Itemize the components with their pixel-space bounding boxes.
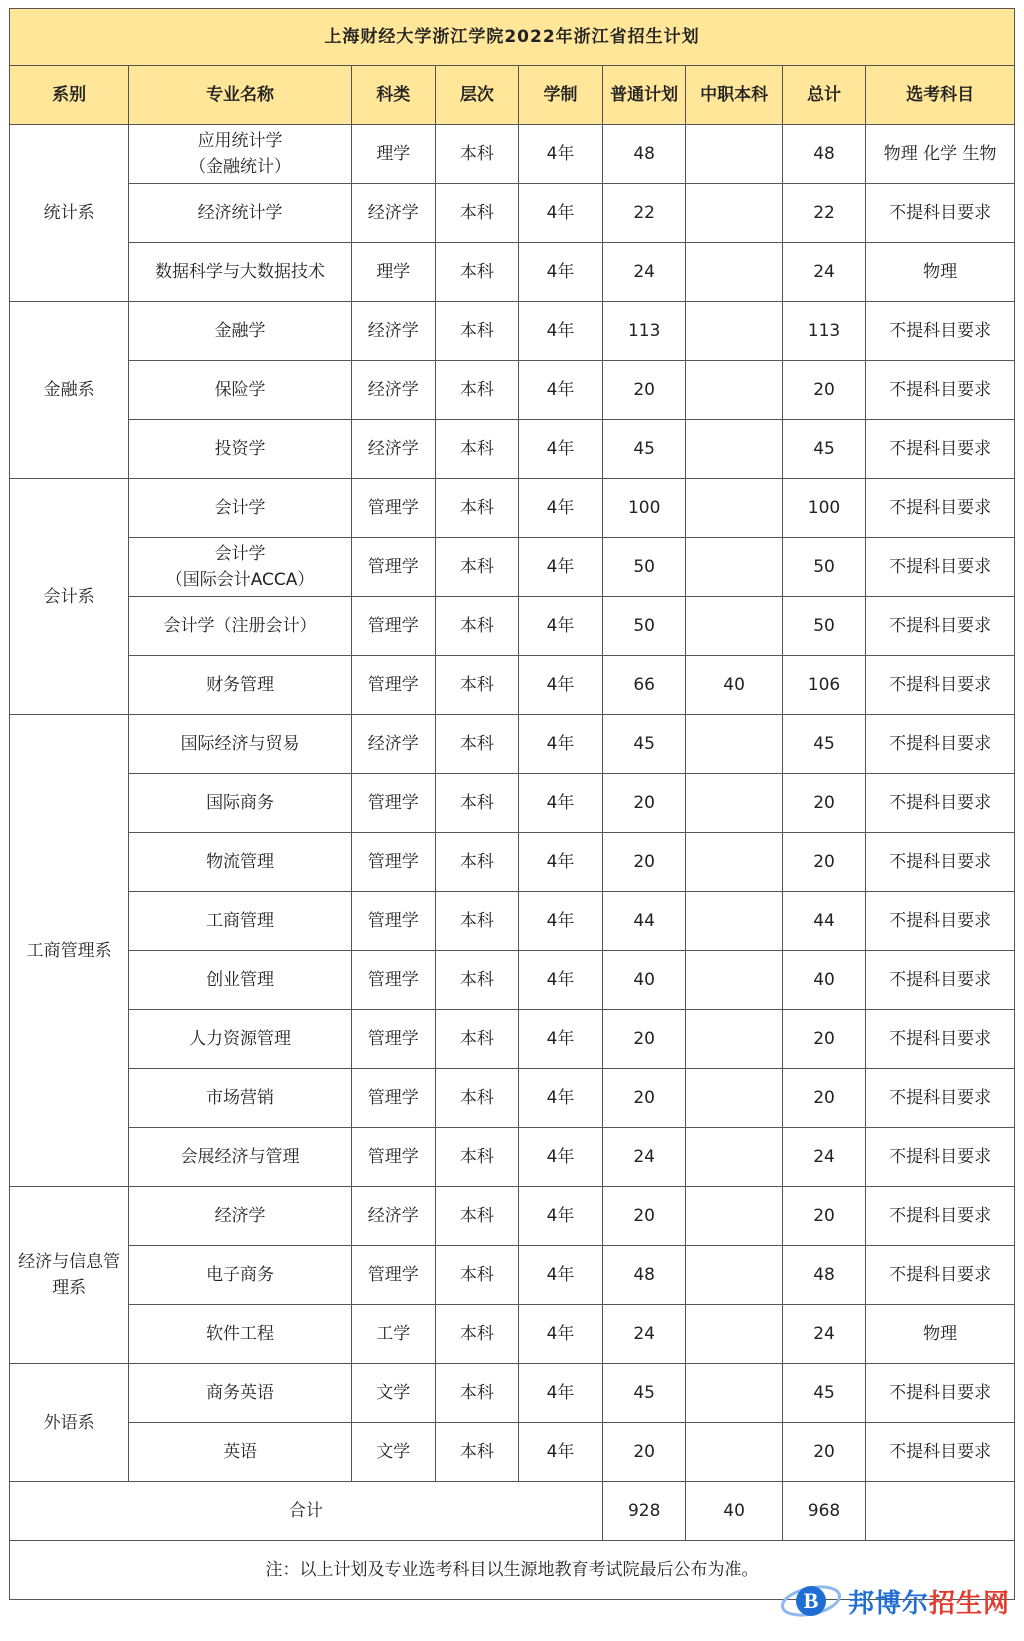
- total-cell: 50: [782, 538, 866, 597]
- header-department: 系别: [10, 66, 129, 125]
- category-cell: 理学: [351, 125, 435, 184]
- general-plan-cell: 45: [602, 715, 686, 774]
- table-row: [10, 420, 1015, 479]
- logo-b-icon: [780, 1579, 842, 1623]
- level-cell: 本科: [435, 951, 519, 1010]
- total-cell: 40: [782, 951, 866, 1010]
- general-plan-cell: 45: [602, 1364, 686, 1423]
- subjects-cell: 不提科目要求: [866, 1128, 1015, 1187]
- general-plan-cell: 20: [602, 774, 686, 833]
- duration-cell: 4年: [519, 243, 603, 302]
- table-row: [10, 1187, 1015, 1246]
- major-name-line: 软件工程: [206, 1324, 275, 1344]
- table-row: [10, 774, 1015, 833]
- table-row: [10, 302, 1015, 361]
- vocational-cell: [686, 1364, 782, 1423]
- table-row: [10, 243, 1015, 302]
- total-overall: 968: [782, 1482, 866, 1541]
- subjects-cell: 不提科目要求: [866, 597, 1015, 656]
- general-plan-cell: 50: [602, 597, 686, 656]
- major-cell: [129, 1423, 352, 1482]
- level-cell: 本科: [435, 656, 519, 715]
- total-cell: 22: [782, 184, 866, 243]
- major-name-line: 会计学: [214, 498, 266, 518]
- major-name-line: 数据科学与大数据技术: [155, 262, 326, 282]
- level-cell: 本科: [435, 1069, 519, 1128]
- header-row: [10, 66, 1015, 125]
- logo-text-blue: 邦博尔: [847, 1588, 929, 1619]
- table-row: [10, 656, 1015, 715]
- duration-cell: 4年: [519, 774, 603, 833]
- major-cell: [129, 479, 352, 538]
- subjects-cell: 不提科目要求: [866, 715, 1015, 774]
- major-name-line: 物流管理: [206, 852, 275, 872]
- enrollment-table: [9, 8, 1015, 1600]
- major-name-line: 经济统计学: [197, 203, 283, 223]
- duration-cell: 4年: [519, 715, 603, 774]
- total-cell: 50: [782, 597, 866, 656]
- category-cell: 管理学: [351, 1010, 435, 1069]
- category-cell: 经济学: [351, 715, 435, 774]
- vocational-cell: [686, 597, 782, 656]
- duration-cell: 4年: [519, 1364, 603, 1423]
- category-cell: 管理学: [351, 1128, 435, 1187]
- general-plan-cell: 113: [602, 302, 686, 361]
- duration-cell: 4年: [519, 1423, 603, 1482]
- total-cell: 24: [782, 1128, 866, 1187]
- category-cell: 文学: [351, 1423, 435, 1482]
- table-row: [10, 184, 1015, 243]
- header-level: 层次: [435, 66, 519, 125]
- duration-cell: 4年: [519, 420, 603, 479]
- duration-cell: 4年: [519, 361, 603, 420]
- table-row: [10, 1128, 1015, 1187]
- logo-text: [848, 1583, 1010, 1620]
- subjects-cell: 不提科目要求: [866, 951, 1015, 1010]
- major-name-line: 人力资源管理: [189, 1029, 292, 1049]
- duration-cell: 4年: [519, 951, 603, 1010]
- major-cell: [129, 243, 352, 302]
- duration-cell: 4年: [519, 479, 603, 538]
- general-plan-cell: 50: [602, 538, 686, 597]
- major-cell: [129, 125, 352, 184]
- total-cell: 24: [782, 1305, 866, 1364]
- major-cell: [129, 1187, 352, 1246]
- vocational-cell: [686, 774, 782, 833]
- general-plan-cell: 20: [602, 833, 686, 892]
- level-cell: 本科: [435, 1305, 519, 1364]
- vocational-cell: [686, 243, 782, 302]
- major-cell: [129, 1364, 352, 1423]
- total-row: [10, 1482, 1015, 1541]
- subjects-cell: 不提科目要求: [866, 1187, 1015, 1246]
- duration-cell: 4年: [519, 1305, 603, 1364]
- header-total: 总计: [782, 66, 866, 125]
- category-cell: 文学: [351, 1364, 435, 1423]
- category-cell: 管理学: [351, 1069, 435, 1128]
- total-general: 928: [602, 1482, 686, 1541]
- table-row: [10, 1423, 1015, 1482]
- total-cell: 20: [782, 1423, 866, 1482]
- vocational-cell: [686, 833, 782, 892]
- major-name-line: 国际经济与贸易: [180, 734, 300, 754]
- category-cell: 管理学: [351, 479, 435, 538]
- category-cell: 经济学: [351, 361, 435, 420]
- subjects-cell: 不提科目要求: [866, 774, 1015, 833]
- table-row: [10, 1069, 1015, 1128]
- total-subjects: [866, 1482, 1015, 1541]
- vocational-cell: 40: [686, 656, 782, 715]
- enrollment-plan: [9, 8, 1015, 1600]
- major-cell: [129, 420, 352, 479]
- subjects-cell: 不提科目要求: [866, 1423, 1015, 1482]
- table-row: [10, 1246, 1015, 1305]
- general-plan-cell: 40: [602, 951, 686, 1010]
- major-name-line: 工商管理: [206, 911, 275, 931]
- vocational-cell: [686, 1069, 782, 1128]
- table-row: [10, 951, 1015, 1010]
- total-cell: 20: [782, 833, 866, 892]
- subjects-cell: 不提科目要求: [866, 833, 1015, 892]
- duration-cell: 4年: [519, 302, 603, 361]
- subjects-cell: 不提科目要求: [866, 479, 1015, 538]
- general-plan-cell: 66: [602, 656, 686, 715]
- subjects-cell: 不提科目要求: [866, 1010, 1015, 1069]
- total-cell: 45: [782, 715, 866, 774]
- category-cell: 经济学: [351, 420, 435, 479]
- subjects-cell: 不提科目要求: [866, 1364, 1015, 1423]
- table-row: [10, 1364, 1015, 1423]
- vocational-cell: [686, 1305, 782, 1364]
- department-cell: 金融系: [10, 302, 129, 479]
- general-plan-cell: 24: [602, 243, 686, 302]
- category-cell: 管理学: [351, 833, 435, 892]
- major-name-line: 经济学: [214, 1206, 266, 1226]
- major-cell: [129, 951, 352, 1010]
- vocational-cell: [686, 715, 782, 774]
- general-plan-cell: 22: [602, 184, 686, 243]
- subjects-cell: 物理 化学 生物: [866, 125, 1015, 184]
- table-row: [10, 1305, 1015, 1364]
- general-plan-cell: 20: [602, 361, 686, 420]
- level-cell: 本科: [435, 420, 519, 479]
- level-cell: 本科: [435, 1364, 519, 1423]
- major-cell: [129, 1069, 352, 1128]
- vocational-cell: [686, 1010, 782, 1069]
- general-plan-cell: 20: [602, 1187, 686, 1246]
- vocational-cell: [686, 538, 782, 597]
- subjects-cell: 不提科目要求: [866, 1246, 1015, 1305]
- total-cell: 44: [782, 892, 866, 951]
- category-cell: 管理学: [351, 774, 435, 833]
- general-plan-cell: 24: [602, 1128, 686, 1187]
- level-cell: 本科: [435, 1128, 519, 1187]
- major-name-line: 创业管理: [206, 970, 275, 990]
- vocational-cell: [686, 125, 782, 184]
- major-name-line: 投资学: [214, 439, 266, 459]
- major-cell: [129, 1010, 352, 1069]
- vocational-cell: [686, 1423, 782, 1482]
- header-subjects: 选考科目: [866, 66, 1015, 125]
- table-row: [10, 833, 1015, 892]
- category-cell: 理学: [351, 243, 435, 302]
- level-cell: 本科: [435, 1423, 519, 1482]
- subjects-cell: 物理: [866, 1305, 1015, 1364]
- total-cell: 100: [782, 479, 866, 538]
- category-cell: 管理学: [351, 892, 435, 951]
- department-cell: 外语系: [10, 1364, 129, 1482]
- category-cell: 经济学: [351, 1187, 435, 1246]
- general-plan-cell: 24: [602, 1305, 686, 1364]
- category-cell: 管理学: [351, 597, 435, 656]
- level-cell: 本科: [435, 125, 519, 184]
- major-name-line: 商务英语: [206, 1383, 275, 1403]
- major-name-line: 保险学: [214, 380, 266, 400]
- major-name-line: （金融统计）: [189, 157, 292, 177]
- department-cell: 会计系: [10, 479, 129, 715]
- duration-cell: 4年: [519, 833, 603, 892]
- total-cell: 20: [782, 361, 866, 420]
- table-row: [10, 125, 1015, 184]
- major-name-line: 市场营销: [206, 1088, 275, 1108]
- subjects-cell: 不提科目要求: [866, 184, 1015, 243]
- level-cell: 本科: [435, 302, 519, 361]
- category-cell: 管理学: [351, 538, 435, 597]
- category-cell: 管理学: [351, 951, 435, 1010]
- major-cell: [129, 1128, 352, 1187]
- total-cell: 113: [782, 302, 866, 361]
- duration-cell: 4年: [519, 1128, 603, 1187]
- major-cell: [129, 774, 352, 833]
- total-cell: 48: [782, 1246, 866, 1305]
- table-row: [10, 1010, 1015, 1069]
- major-cell: [129, 1246, 352, 1305]
- general-plan-cell: 100: [602, 479, 686, 538]
- major-cell: [129, 1305, 352, 1364]
- category-cell: 管理学: [351, 1246, 435, 1305]
- header-duration: 学制: [519, 66, 603, 125]
- duration-cell: 4年: [519, 1069, 603, 1128]
- level-cell: 本科: [435, 361, 519, 420]
- category-cell: 经济学: [351, 184, 435, 243]
- major-cell: [129, 892, 352, 951]
- level-cell: 本科: [435, 715, 519, 774]
- logo-text-red: 招生网: [928, 1588, 1010, 1619]
- major-name-line: 金融学: [214, 321, 266, 341]
- level-cell: 本科: [435, 184, 519, 243]
- total-cell: 20: [782, 1069, 866, 1128]
- subjects-cell: 物理: [866, 243, 1015, 302]
- total-cell: 45: [782, 1364, 866, 1423]
- duration-cell: 4年: [519, 1187, 603, 1246]
- major-name-line: 应用统计学: [197, 131, 283, 151]
- vocational-cell: [686, 1246, 782, 1305]
- general-plan-cell: 48: [602, 125, 686, 184]
- total-cell: 20: [782, 1010, 866, 1069]
- level-cell: 本科: [435, 833, 519, 892]
- level-cell: 本科: [435, 1010, 519, 1069]
- major-cell: [129, 538, 352, 597]
- major-cell: [129, 597, 352, 656]
- major-cell: [129, 833, 352, 892]
- vocational-cell: [686, 479, 782, 538]
- total-cell: 45: [782, 420, 866, 479]
- header-vocational: 中职本科: [686, 66, 782, 125]
- table-title: 上海财经大学浙江学院2022年浙江省招生计划: [10, 9, 1015, 66]
- duration-cell: 4年: [519, 597, 603, 656]
- major-name-line: 会展经济与管理: [180, 1147, 300, 1167]
- department-cell: 统计系: [10, 125, 129, 302]
- general-plan-cell: 20: [602, 1423, 686, 1482]
- subjects-cell: 不提科目要求: [866, 892, 1015, 951]
- total-cell: 20: [782, 774, 866, 833]
- total-vocational: 40: [686, 1482, 782, 1541]
- total-cell: 48: [782, 125, 866, 184]
- vocational-cell: [686, 420, 782, 479]
- subjects-cell: 不提科目要求: [866, 302, 1015, 361]
- department-cell: 经济与信息管理系: [10, 1187, 129, 1364]
- category-cell: 经济学: [351, 302, 435, 361]
- watermark-logo: [780, 1579, 1010, 1623]
- total-cell: 24: [782, 243, 866, 302]
- major-name-line: 英语: [223, 1442, 258, 1462]
- duration-cell: 4年: [519, 1010, 603, 1069]
- duration-cell: 4年: [519, 892, 603, 951]
- table-body: [10, 125, 1015, 1482]
- category-cell: 管理学: [351, 656, 435, 715]
- major-cell: [129, 361, 352, 420]
- general-plan-cell: 45: [602, 420, 686, 479]
- major-cell: [129, 656, 352, 715]
- table-row: [10, 715, 1015, 774]
- general-plan-cell: 20: [602, 1069, 686, 1128]
- category-cell: 工学: [351, 1305, 435, 1364]
- vocational-cell: [686, 1128, 782, 1187]
- header-major: 专业名称: [129, 66, 352, 125]
- level-cell: 本科: [435, 538, 519, 597]
- vocational-cell: [686, 361, 782, 420]
- table-row: [10, 538, 1015, 597]
- header-category: 科类: [351, 66, 435, 125]
- header-general-plan: 普通计划: [602, 66, 686, 125]
- duration-cell: 4年: [519, 1246, 603, 1305]
- total-cell: 20: [782, 1187, 866, 1246]
- svg-text:B: B: [803, 1588, 819, 1613]
- duration-cell: 4年: [519, 538, 603, 597]
- table-row: [10, 597, 1015, 656]
- subjects-cell: 不提科目要求: [866, 1069, 1015, 1128]
- department-cell: 工商管理系: [10, 715, 129, 1187]
- duration-cell: 4年: [519, 184, 603, 243]
- subjects-cell: 不提科目要求: [866, 420, 1015, 479]
- level-cell: 本科: [435, 892, 519, 951]
- general-plan-cell: 48: [602, 1246, 686, 1305]
- subjects-cell: 不提科目要求: [866, 361, 1015, 420]
- level-cell: 本科: [435, 1246, 519, 1305]
- general-plan-cell: 44: [602, 892, 686, 951]
- vocational-cell: [686, 1187, 782, 1246]
- level-cell: 本科: [435, 774, 519, 833]
- vocational-cell: [686, 892, 782, 951]
- major-name-line: 财务管理: [206, 675, 275, 695]
- major-cell: [129, 715, 352, 774]
- subjects-cell: 不提科目要求: [866, 538, 1015, 597]
- major-name-line: （国际会计ACCA）: [165, 570, 315, 590]
- level-cell: 本科: [435, 243, 519, 302]
- major-name-line: 电子商务: [206, 1265, 275, 1285]
- major-name-line: 会计学: [214, 544, 266, 564]
- major-name-line: 国际商务: [206, 793, 275, 813]
- duration-cell: 4年: [519, 125, 603, 184]
- vocational-cell: [686, 302, 782, 361]
- vocational-cell: [686, 951, 782, 1010]
- table-row: [10, 892, 1015, 951]
- level-cell: 本科: [435, 597, 519, 656]
- footnote: 注：以上计划及专业选考科目以生源地教育考试院最后公布为准。: [10, 1541, 1015, 1600]
- total-label: 合计: [10, 1482, 603, 1541]
- total-cell: 106: [782, 656, 866, 715]
- table-row: [10, 479, 1015, 538]
- level-cell: 本科: [435, 479, 519, 538]
- major-cell: [129, 302, 352, 361]
- duration-cell: 4年: [519, 656, 603, 715]
- table-row: [10, 361, 1015, 420]
- major-name-line: 会计学（注册会计）: [163, 616, 317, 636]
- major-cell: [129, 184, 352, 243]
- general-plan-cell: 20: [602, 1010, 686, 1069]
- level-cell: 本科: [435, 1187, 519, 1246]
- vocational-cell: [686, 184, 782, 243]
- subjects-cell: 不提科目要求: [866, 656, 1015, 715]
